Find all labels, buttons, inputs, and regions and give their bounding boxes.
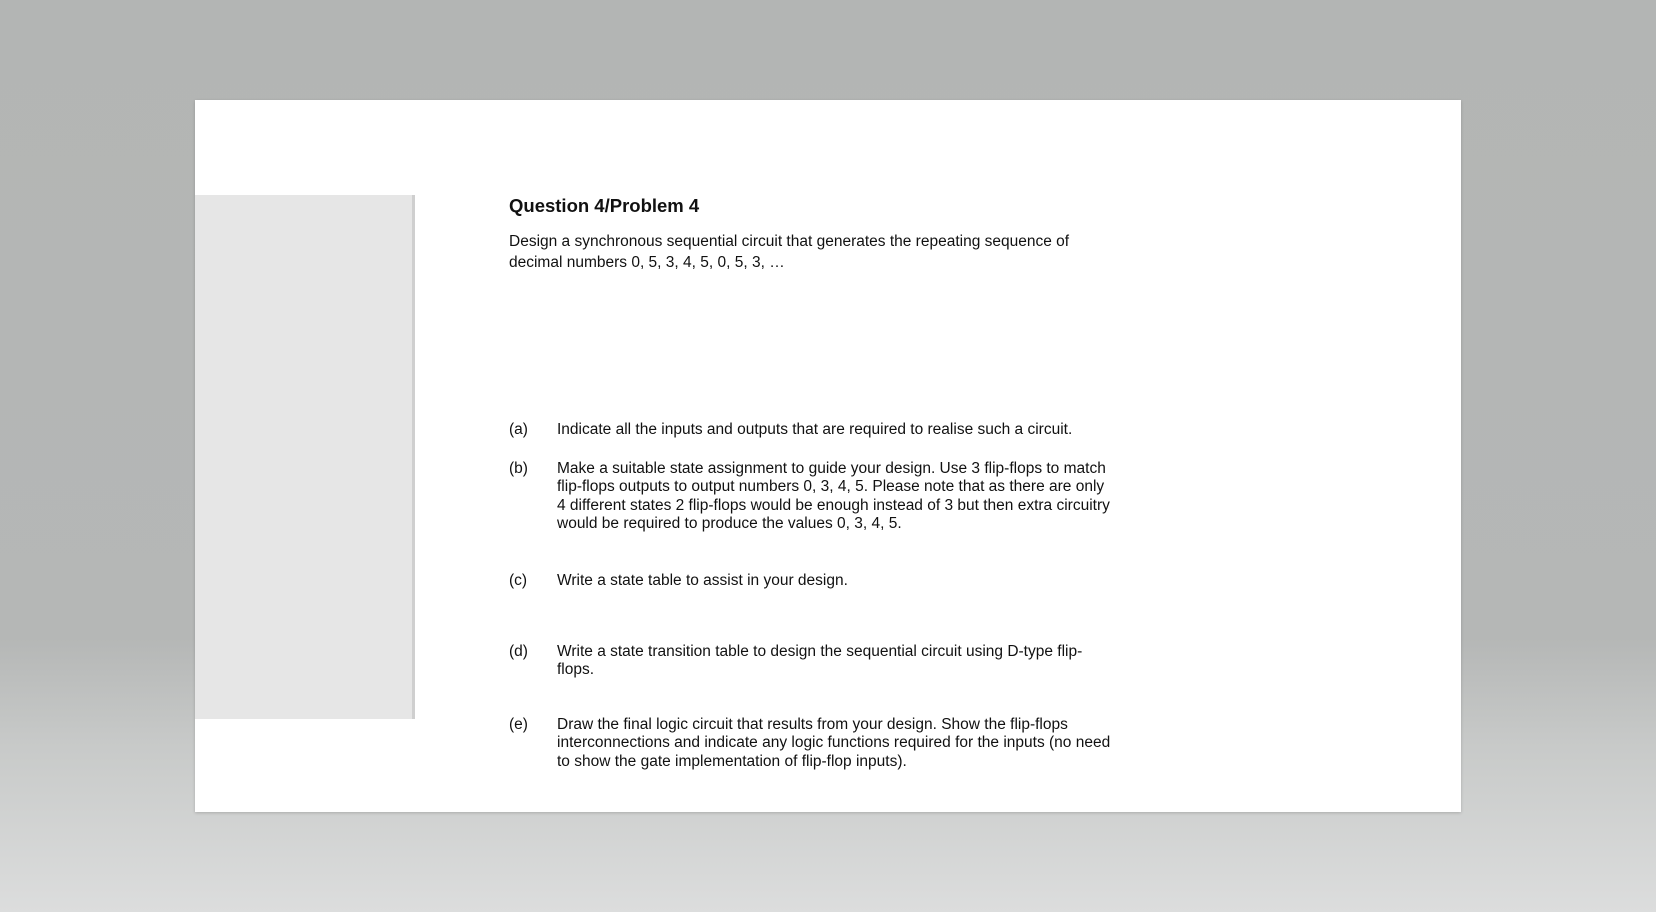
part-text: Write a state transition table to design the sequential circuit using D-type flip-flops. bbox=[557, 643, 1083, 679]
part-label: (e) bbox=[509, 716, 528, 733]
part-text: Draw the final logic circuit that results from your design. Show the flip-flops interconnections and indicate any logic functions required for the inputs (no need to show the gate implementation of flip-flop inputs). bbox=[557, 716, 1111, 770]
question-title: Question 4/Problem 4 bbox=[509, 195, 700, 216]
part-text: Indicate all the inputs and outputs that are required to realise such a circuit. bbox=[557, 421, 1073, 438]
part-text: Write a state table to assist in your design. bbox=[557, 572, 848, 589]
part-label: (d) bbox=[509, 643, 528, 660]
question-content bbox=[509, 195, 1129, 770]
part-label: (a) bbox=[509, 421, 528, 438]
side-panel bbox=[195, 195, 415, 719]
document-page bbox=[195, 100, 1461, 812]
part-text: Make a suitable state assignment to guide your design. Use 3 flip-flops to match flip-flops outputs to output numbers 0, 3, 4, 5. Please note that as there are only 4 different states 2 flip-flops would be enough instead of 3 but then extra circuitry would be required to produce the values 0, 3, 4, 5. bbox=[557, 460, 1110, 532]
part-label: (b) bbox=[509, 460, 528, 477]
part-label: (c) bbox=[509, 572, 528, 589]
question-intro: Design a synchronous sequential circuit that generates the repeating sequence of decimal numbers 0, 5, 3, 4, 5, 0, 5, 3, … bbox=[509, 233, 1070, 271]
